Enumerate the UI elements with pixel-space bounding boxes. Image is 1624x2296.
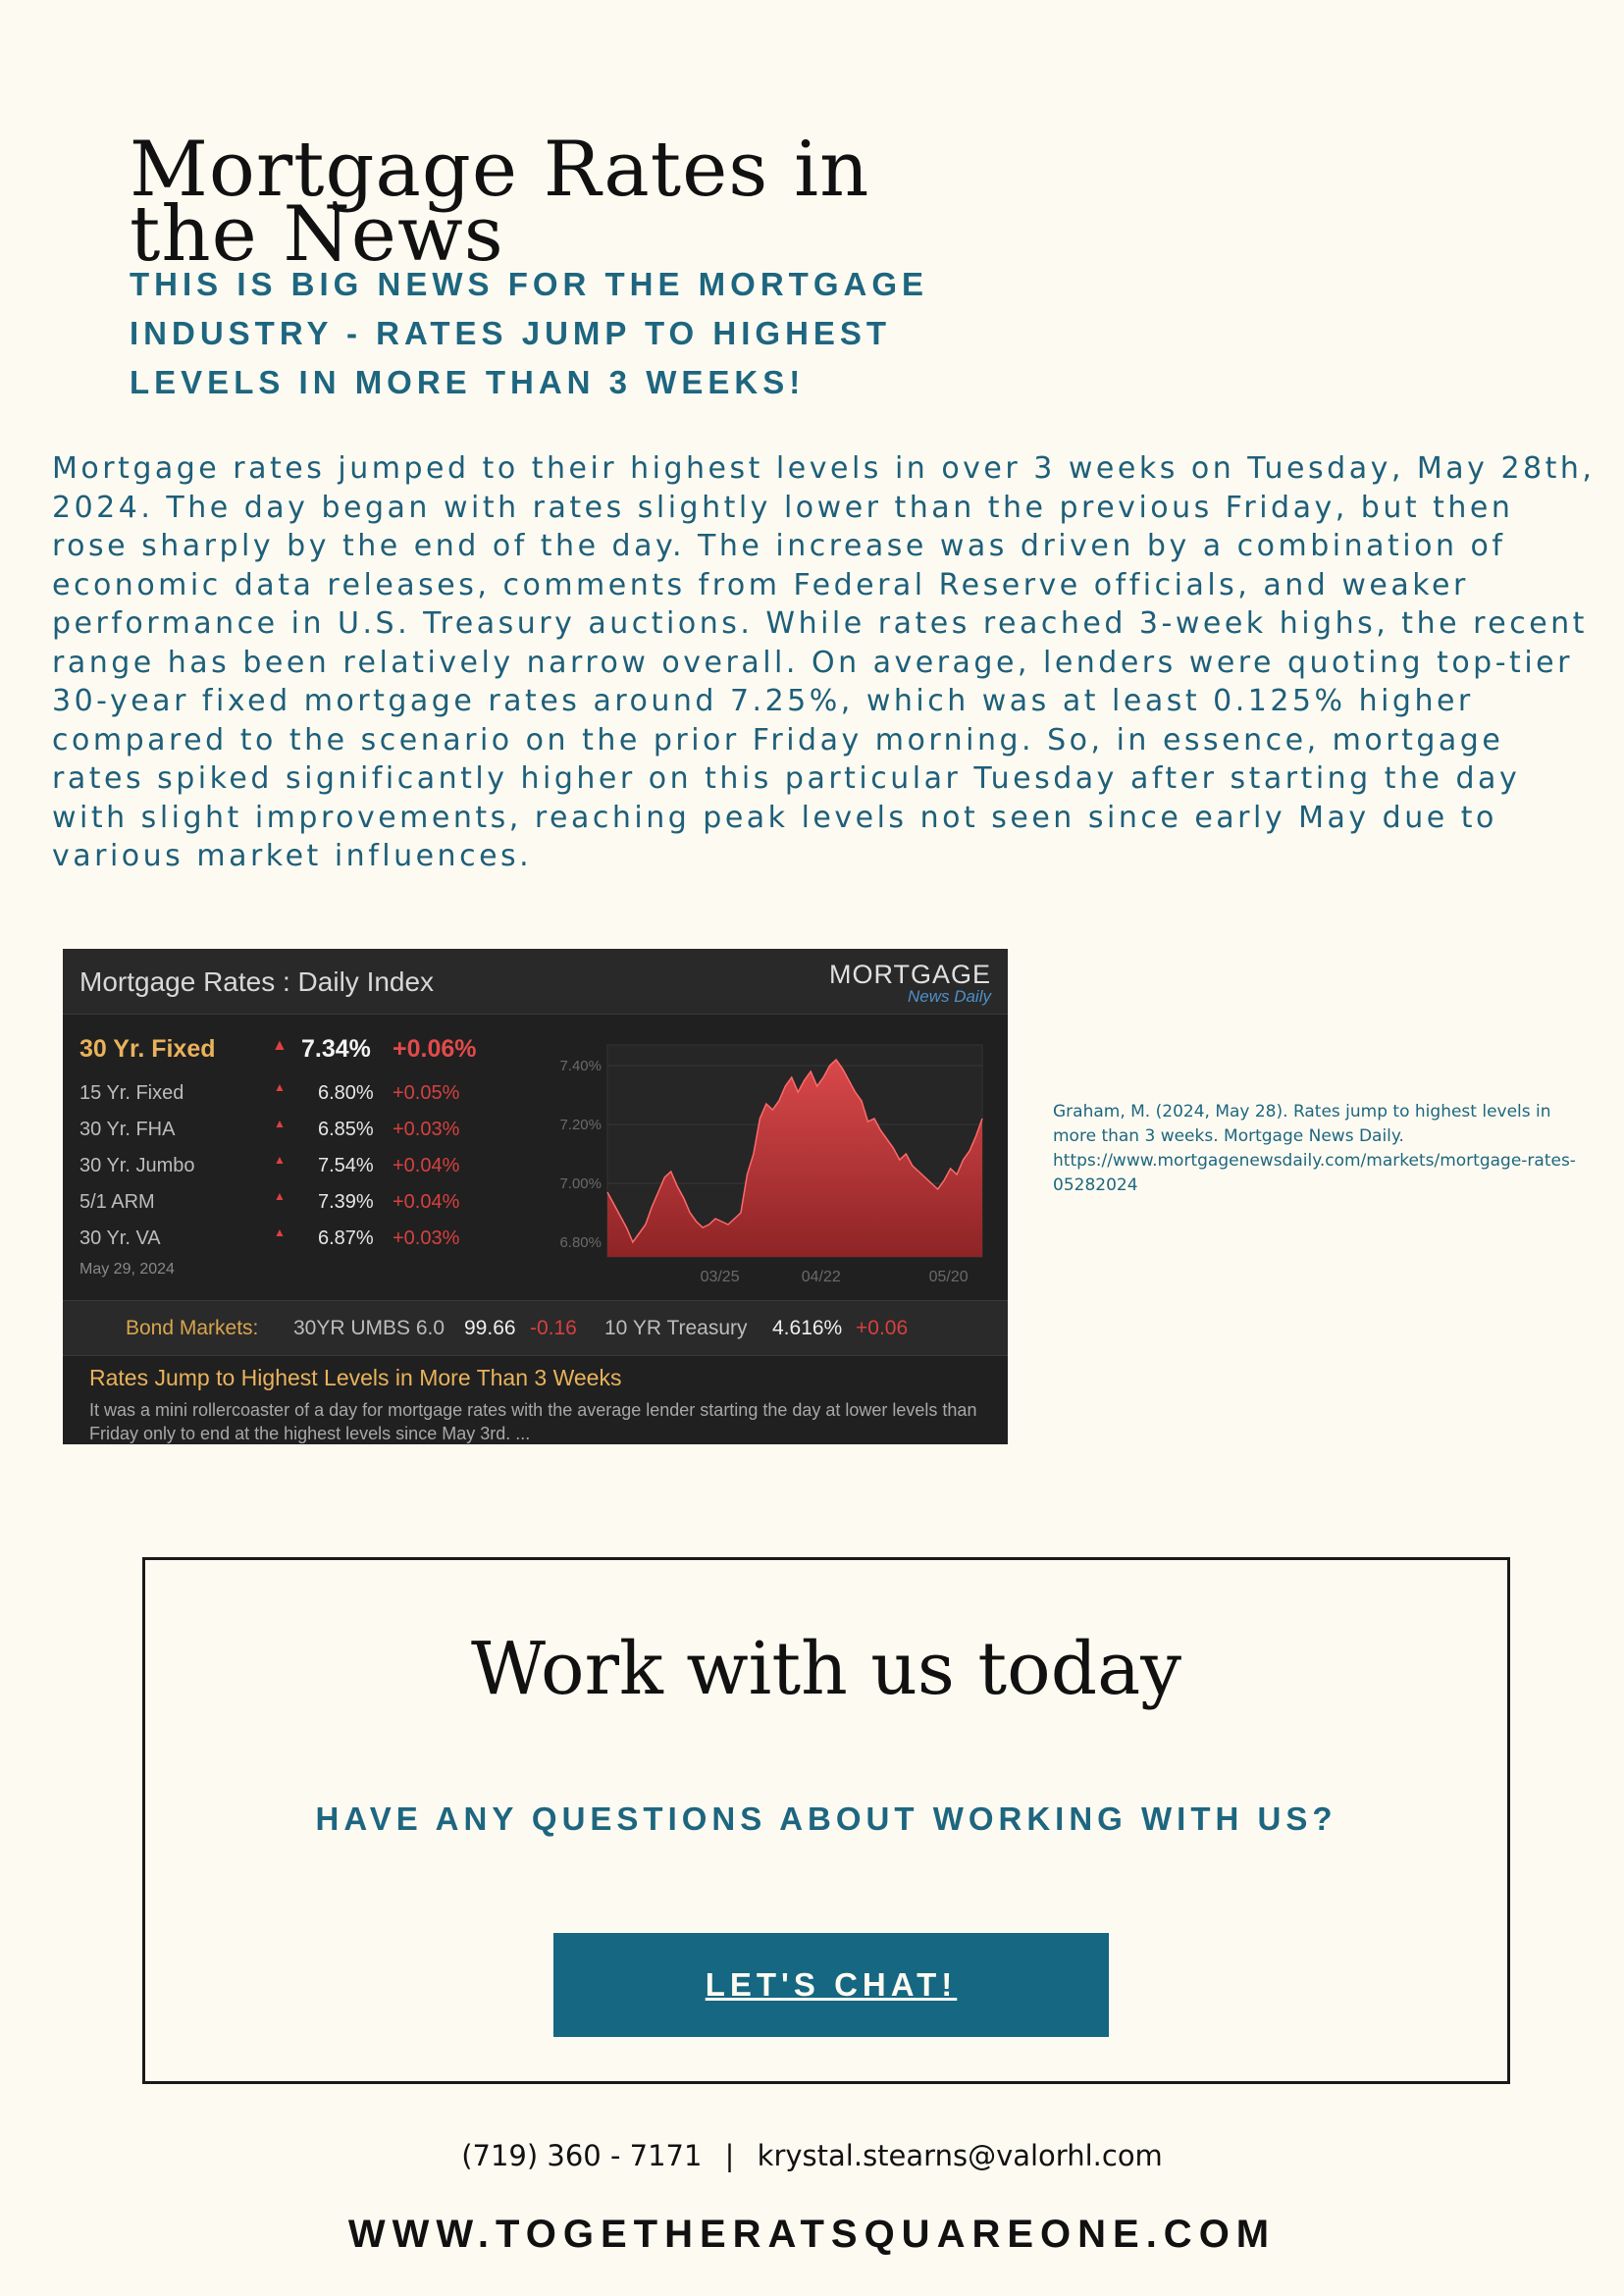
- treasury-change: +0.06: [856, 1317, 909, 1339]
- lets-chat-button[interactable]: LET'S CHAT!: [553, 1933, 1109, 2037]
- rate-value: 6.85%: [318, 1119, 374, 1140]
- article-body: Mortgage rates jumped to their highest levels in over 3 weeks on Tuesday, May 28th, 2024. The day began with rates slightly lower than the previous Friday, but then rose sharply by the end of the day. The increase was driven by a combination of economic data releases, comments from Federal Reserve officials, and weaker performance in U.S. Treasury auctions. While rates reached 3-week highs, the recent range has been relatively narrow overall. On average, lenders were quoting top-tier 30-year fixed mortgage rates around 7.25%, which was at least 0.125% higher compared to the scenario on the prior Friday morning. So, in essence, mortgage rates spiked significantly higher on this particular Tuesday after starting the day with slight improvements, reaching peak levels not seen since early May due to various market influences.: [52, 451, 1596, 873]
- treasury-label: 10 YR Treasury: [604, 1317, 748, 1339]
- y-tick-label: 7.20%: [559, 1117, 602, 1133]
- rate-value: 6.87%: [318, 1227, 374, 1249]
- main-rate-row[interactable]: [79, 1035, 511, 1065]
- mortgage-rates-widget: [63, 949, 1008, 1444]
- up-arrow-icon: ▲: [272, 1037, 288, 1054]
- rate-row[interactable]: [79, 1155, 521, 1180]
- brand-sub: News Daily: [907, 987, 991, 1006]
- rate-label: 15 Yr. Fixed: [79, 1082, 184, 1104]
- widget-title: Mortgage Rates : Daily Index: [79, 966, 435, 997]
- rate-value: 6.80%: [318, 1082, 374, 1104]
- rate-label: 5/1 ARM: [79, 1191, 155, 1213]
- umbs-label: 30YR UMBS 6.0: [293, 1317, 445, 1339]
- up-arrow-icon: ▲: [274, 1226, 286, 1239]
- index-date: May 29, 2024: [79, 1261, 175, 1278]
- y-tick-label: 7.00%: [559, 1175, 602, 1192]
- news-summary: It was a mini rollercoaster of a day for mortgage rates with the average lender starting the day at lower levels than Friday only to end at the highest levels since May 3rd. ...: [89, 1400, 977, 1443]
- contact-separator: |: [724, 2139, 735, 2172]
- umbs-change: -0.16: [530, 1317, 577, 1339]
- rate-change: +0.06%: [393, 1035, 477, 1063]
- y-tick-label: 7.40%: [559, 1058, 602, 1074]
- up-arrow-icon: ▲: [274, 1189, 286, 1203]
- rate-value: 7.34%: [301, 1035, 371, 1063]
- rate-change: +0.04%: [393, 1155, 460, 1176]
- x-tick-label: 04/22: [801, 1269, 841, 1285]
- phone-number[interactable]: (719) 360 - 7171: [461, 2139, 703, 2172]
- rate-change: +0.05%: [393, 1082, 460, 1104]
- rate-chart: [544, 1039, 985, 1290]
- rate-change: +0.03%: [393, 1227, 460, 1249]
- x-tick-label: 03/25: [700, 1269, 740, 1285]
- rate-row[interactable]: [79, 1191, 521, 1217]
- subheadline: THIS IS BIG NEWS FOR THE MORTGAGE INDUSTRY - RATES JUMP TO HIGHEST LEVELS IN MORE THAN 3 WEEKS!: [130, 266, 929, 400]
- up-arrow-icon: ▲: [274, 1153, 286, 1167]
- news-headline[interactable]: Rates Jump to Highest Levels in More Than 3 Weeks: [89, 1365, 622, 1390]
- page-title: Mortgage Rates in the News: [130, 126, 870, 280]
- rate-row[interactable]: [79, 1082, 521, 1108]
- rate-value: 7.39%: [318, 1191, 374, 1213]
- email-address[interactable]: krystal.stearns@valorhl.com: [757, 2139, 1163, 2172]
- rate-label: 30 Yr. VA: [79, 1227, 161, 1249]
- y-tick-label: 6.80%: [559, 1234, 602, 1251]
- up-arrow-icon: ▲: [274, 1080, 286, 1094]
- citation: Graham, M. (2024, May 28). Rates jump to highest levels in more than 3 weeks. Mortgage News Daily. https://www.mortgagenewsdaily.com/markets/mortgage-rates-05282024: [1053, 1102, 1576, 1195]
- up-arrow-icon: ▲: [274, 1117, 286, 1130]
- rate-label: 30 Yr. FHA: [79, 1119, 176, 1140]
- cta-box: [142, 1557, 1510, 2084]
- umbs-value: 99.66: [464, 1317, 516, 1339]
- rate-change: +0.04%: [393, 1191, 460, 1213]
- rate-label: 30 Yr. Fixed: [79, 1035, 216, 1063]
- x-tick-label: 05/20: [928, 1269, 969, 1285]
- brand-name: MORTGAGE: [828, 960, 991, 989]
- rate-change: +0.03%: [393, 1119, 460, 1140]
- bond-markets-bar: [63, 1300, 1008, 1356]
- rate-row[interactable]: [79, 1119, 521, 1144]
- cta-subtitle: HAVE ANY QUESTIONS ABOUT WORKING WITH US?: [315, 1800, 1337, 1837]
- cta-title: Work with us today: [471, 1627, 1181, 1711]
- bond-label: Bond Markets:: [126, 1317, 259, 1339]
- website-url[interactable]: WWW.TOGETHERATSQUAREONE.COM: [347, 2213, 1277, 2256]
- rate-row[interactable]: [79, 1227, 521, 1253]
- widget-header: [63, 949, 1008, 1015]
- contact-line: [0, 2139, 1624, 2172]
- rate-value: 7.54%: [318, 1155, 374, 1176]
- rate-label: 30 Yr. Jumbo: [79, 1155, 195, 1176]
- brand-logo: [829, 961, 991, 1005]
- treasury-value: 4.616%: [772, 1317, 843, 1339]
